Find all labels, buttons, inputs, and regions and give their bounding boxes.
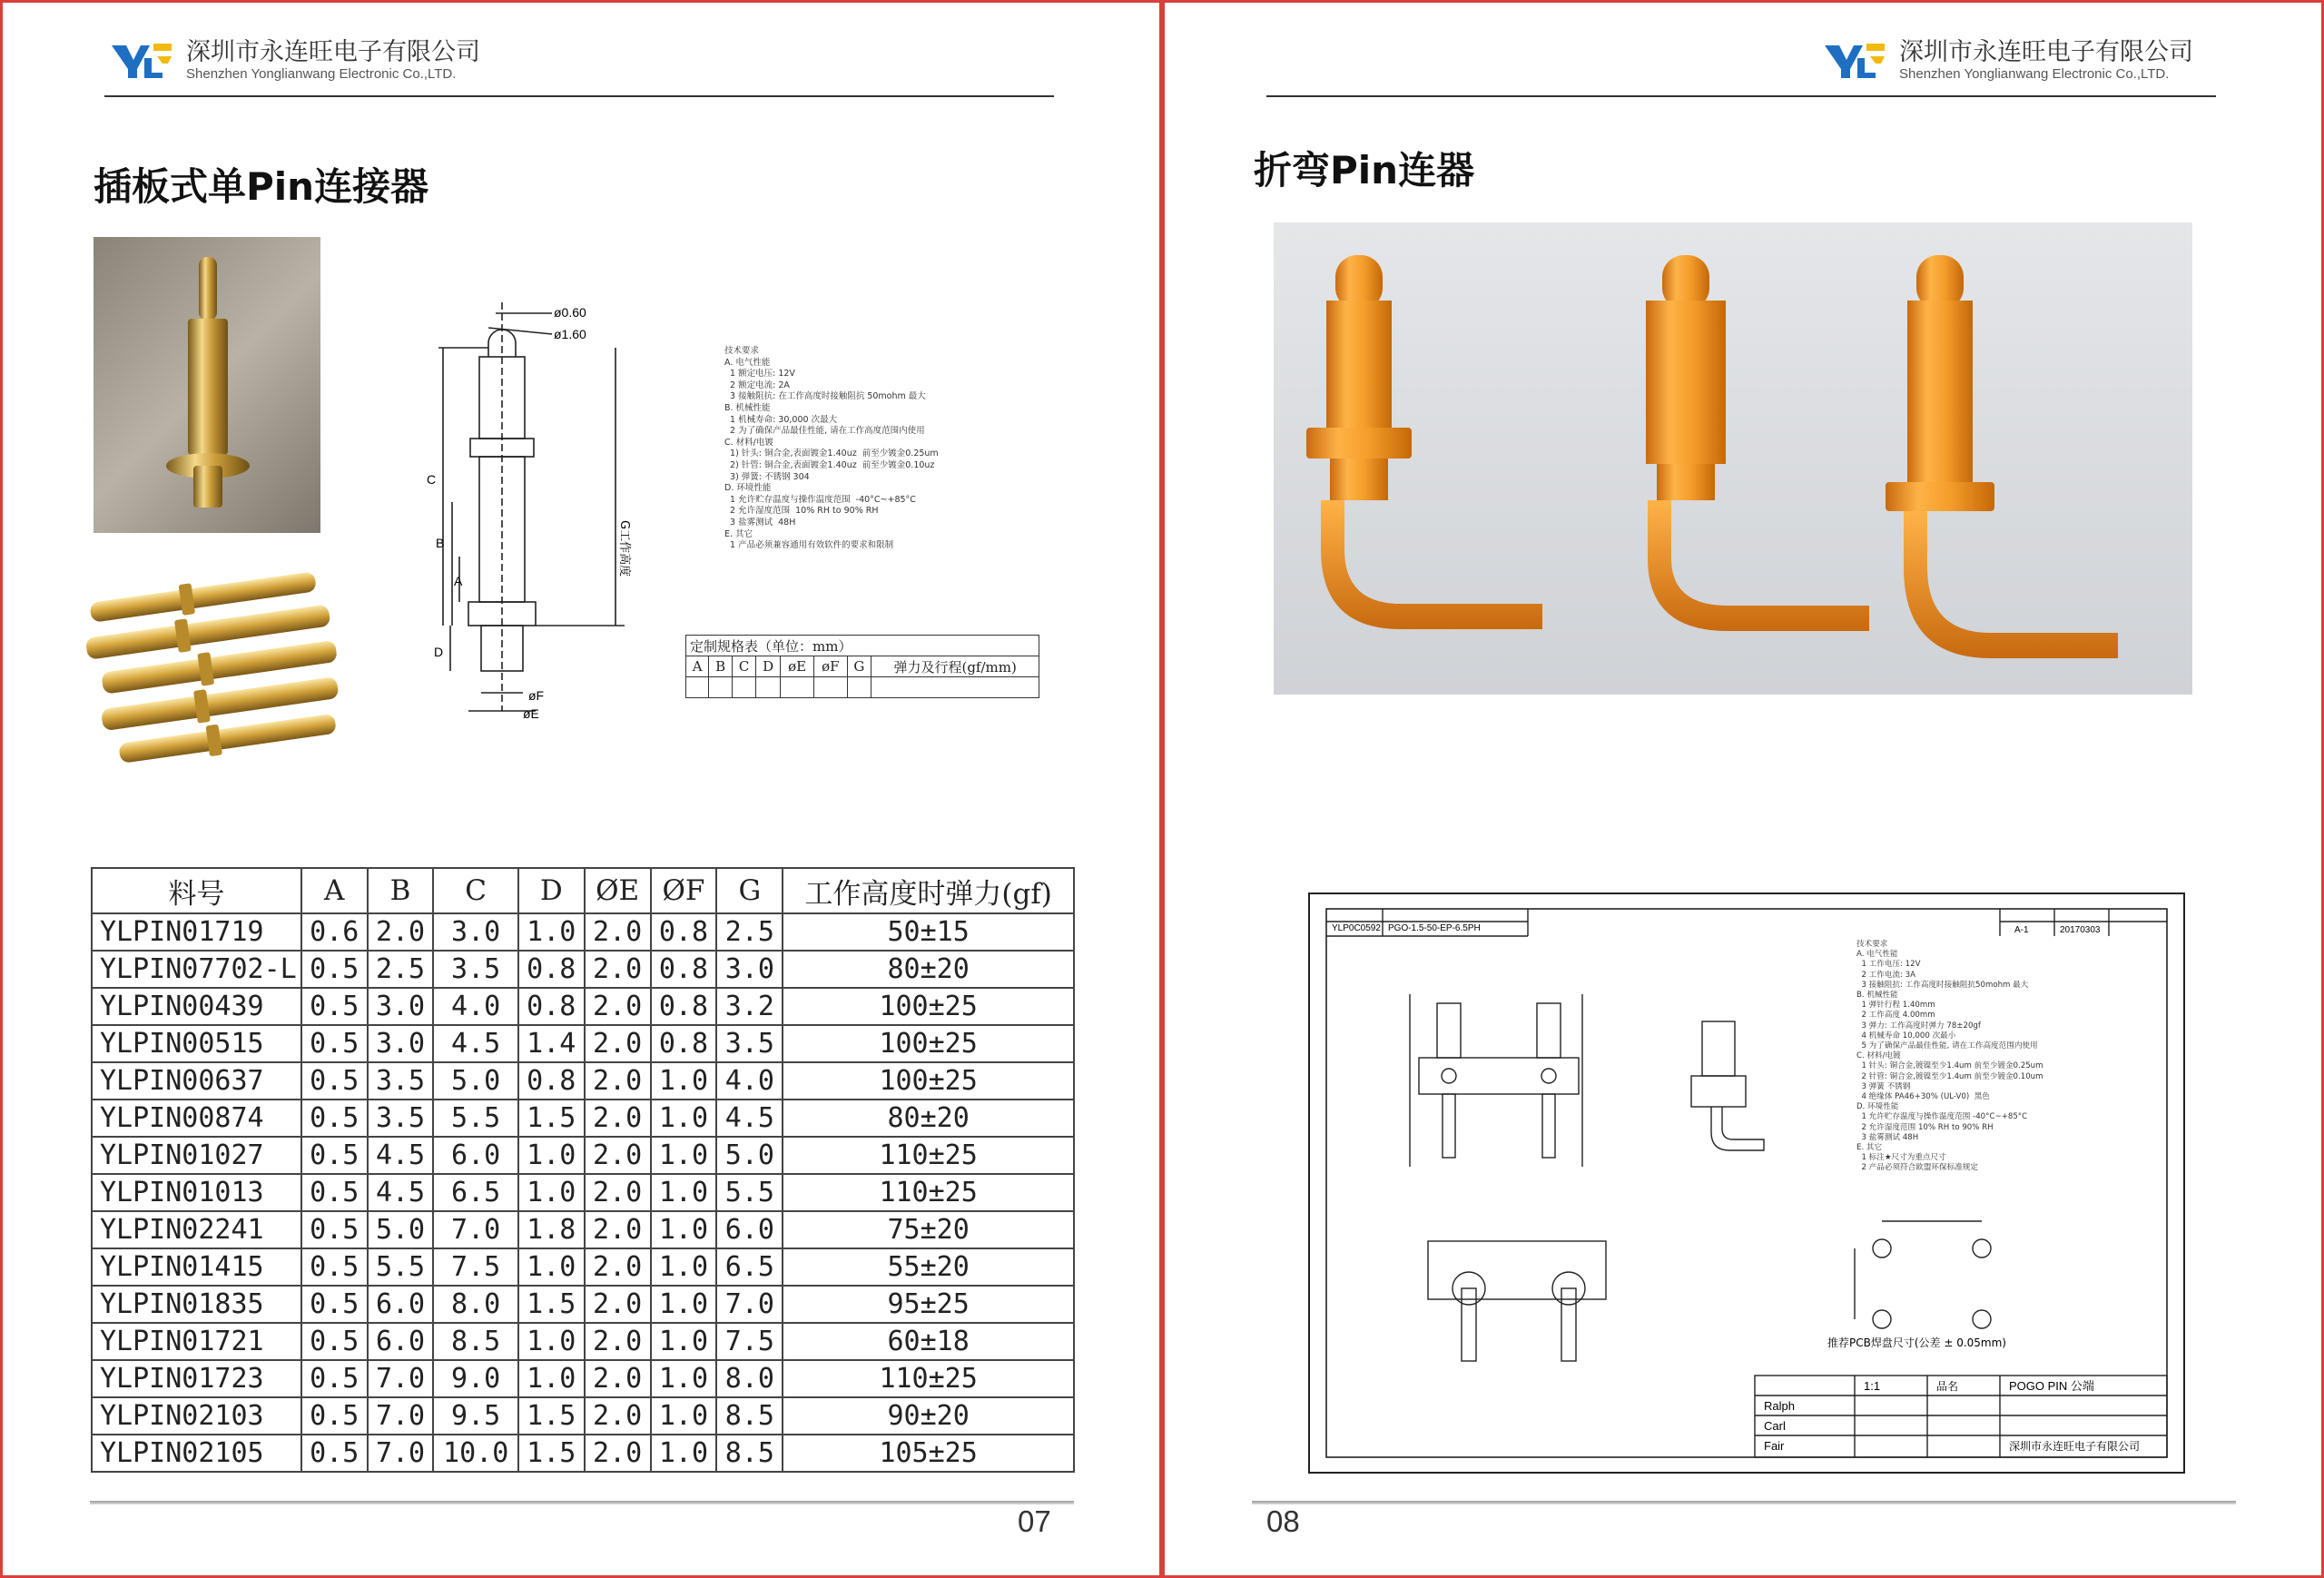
spec-value-cell: 2.0 <box>585 1211 651 1248</box>
custom-spec-title: 定制规格表（单位：mm） <box>686 636 1039 656</box>
spec-value-cell: 5.5 <box>716 1174 783 1211</box>
drawing-company: 深圳市永连旺电子有限公司 <box>2009 1440 2141 1453</box>
spec-value-cell: 5.5 <box>368 1248 434 1286</box>
custom-spec-blank-cell <box>756 677 781 698</box>
spec-value-cell: 95±25 <box>783 1286 1074 1323</box>
spec-value-cell: 2.5 <box>368 951 434 988</box>
spec-value-cell: 2.0 <box>585 1286 651 1323</box>
dim-b: B <box>436 536 445 550</box>
spec-value-cell: 7.5 <box>716 1323 783 1360</box>
spec-value-cell: 0.5 <box>301 1286 368 1323</box>
spec-value-cell: 9.5 <box>433 1397 517 1435</box>
drawing-notes: 技术要求 A. 电气性能 1 工作电压: 12V 2 工作电流: 3A 3 接触阻抗: 工作高度时接触阻抗50mohm 最大 B. 机械性能 1 弹针行程 1.40mm 2 工作高度 4.00mm 3 弹力: 工作高度时弹力 78±20gf 4 机械寿命 10,000 次最小 5 为了确保产品最佳性能, 请在工作高度范围内使用 C. 材料/电镀 1 针头: 铜合金,镀镍至少1.4um 前至少镀金0.25um 2 针管: 铜合金,镀镍至少1.4um 前至少镀金0.10um 3 弹簧 不锈钢 4 绝缘体 PA46+30% (UL-V0) 黑色 D. 环境性能 1 允许贮存温度与操作温度范围 -40°C~+85°C 2 允许湿度范围 10% RH to 90% RH 3 盐雾测试 48H E. 其它 1 标注★尺寸为重点尺寸 2 产品必须符合欧盟环保标准规定 <box>1856 940 2043 1173</box>
spec-value-cell: 3.0 <box>716 951 783 988</box>
spec-value-cell: 0.8 <box>651 951 717 988</box>
engineering-drawing <box>1308 893 2185 1474</box>
table-row <box>92 913 1074 951</box>
part-number-cell: YLPIN01835 <box>92 1286 301 1323</box>
spec-value-cell: 0.5 <box>301 1137 368 1174</box>
spec-value-cell: 0.5 <box>301 1360 368 1397</box>
spec-header-cell: G <box>716 868 783 913</box>
pcb-note: 推荐PCB焊盘尺寸(公差 ± 0.05mm) <box>1827 1336 2006 1349</box>
spec-value-cell: 0.5 <box>301 1100 368 1137</box>
right-page <box>1162 0 2324 1578</box>
custom-spec-header-cell: G <box>847 656 872 677</box>
spec-value-cell: 1.0 <box>651 1100 717 1137</box>
spec-value-cell: 1.0 <box>518 1323 585 1360</box>
product-photo-group <box>83 567 364 778</box>
spec-value-cell: 6.5 <box>716 1248 783 1286</box>
bent-pins-3d-icon <box>1274 222 2192 695</box>
dim-d: D <box>434 645 444 659</box>
spec-value-cell: 6.0 <box>716 1211 783 1248</box>
spec-value-cell: 1.0 <box>518 1137 585 1174</box>
table-row <box>92 1174 1074 1211</box>
spec-value-cell: 1.0 <box>651 1062 717 1100</box>
spec-value-cell: 1.8 <box>518 1211 585 1248</box>
spec-value-cell: 1.5 <box>518 1100 585 1137</box>
spec-value-cell: 1.5 <box>518 1286 585 1323</box>
table-row <box>92 1435 1074 1472</box>
spec-header-cell: D <box>518 868 585 913</box>
spec-value-cell: 100±25 <box>783 988 1074 1025</box>
custom-spec-blank-cell <box>686 677 709 698</box>
page-header <box>110 39 480 83</box>
table-row <box>92 1360 1074 1397</box>
spec-value-cell: 0.5 <box>301 951 368 988</box>
bent-pin-render <box>1274 222 2192 695</box>
spec-value-cell: 90±20 <box>783 1397 1074 1435</box>
spec-value-cell: 0.5 <box>301 1323 368 1360</box>
custom-spec-blank-cell <box>814 677 847 698</box>
spec-value-cell: 100±25 <box>783 1062 1074 1100</box>
spec-value-cell: 0.8 <box>651 988 717 1025</box>
part-number-cell: YLPIN07702-L <box>92 951 301 988</box>
spec-value-cell: 1.5 <box>518 1397 585 1435</box>
spec-value-cell: 5.0 <box>368 1211 434 1248</box>
spec-value-cell: 2.5 <box>716 913 783 951</box>
spec-value-cell: 4.0 <box>433 988 517 1025</box>
part-number-cell: YLPIN02103 <box>92 1397 301 1435</box>
spec-value-cell: 0.5 <box>301 988 368 1025</box>
tech-requirements-notes: 技术要求 A. 电气性能 1 额定电压: 12V 2 额定电流: 2A 3 接触阻抗: 在工作高度时接触阻抗 50mohm 最大 B. 机械性能 1 机械寿命: 30,000 次最大 2 为了确保产品最佳性能, 请在工作高度范围内使用 C. 材料/电镀 1) 针头: 铜合金,表面镀金1.40uz 前至少镀金0.25um 2) 针管: 铜合金,表面镀金1.40uz 前至少镀金0.10uz 3) 弹簧: 不锈钢 304 D. 环境性能 1 允许贮存温度与操作温度范围 -40°C~+85°C 2 允许湿度范围 10% RH to 90% RH 3 盐雾测试 48H E. 其它 1 产品必须兼容通用有效软件的要求和限制 <box>724 346 939 551</box>
drawing-title-label: 品名 <box>1936 1380 1959 1393</box>
spec-value-cell: 6.0 <box>368 1286 434 1323</box>
spec-value-cell: 0.8 <box>518 1062 585 1100</box>
spec-value-cell: 2.0 <box>585 988 651 1025</box>
footer-rule <box>90 1501 1074 1504</box>
company-logo-icon <box>110 40 173 82</box>
spec-value-cell: 1.0 <box>651 1323 717 1360</box>
spec-value-cell: 1.0 <box>651 1174 717 1211</box>
custom-spec-header-cell: C <box>732 656 755 677</box>
table-row <box>92 1025 1074 1062</box>
spec-value-cell: 6.0 <box>368 1323 434 1360</box>
spec-value-cell: 3.5 <box>368 1062 434 1100</box>
spec-value-cell: 75±20 <box>783 1211 1074 1248</box>
spec-value-cell: 8.0 <box>433 1286 517 1323</box>
spec-value-cell: 7.0 <box>433 1211 517 1248</box>
spec-value-cell: 1.0 <box>651 1286 717 1323</box>
spec-value-cell: 4.5 <box>368 1137 434 1174</box>
drawing-designer: Ralph <box>1764 1399 1795 1413</box>
spec-value-cell: 80±20 <box>783 951 1074 988</box>
spec-value-cell: 1.0 <box>651 1137 717 1174</box>
spec-value-cell: 1.0 <box>651 1211 717 1248</box>
part-number-cell: YLPIN01721 <box>92 1323 301 1360</box>
page-title-right: 折弯Pin连器 <box>1254 148 1475 192</box>
table-row <box>92 951 1074 988</box>
spec-value-cell: 8.5 <box>433 1323 517 1360</box>
spec-value-cell: 2.0 <box>585 1062 651 1100</box>
custom-spec-header-cell: A <box>686 656 709 677</box>
spec-value-cell: 6.0 <box>433 1137 517 1174</box>
spec-value-cell: 2.0 <box>585 1174 651 1211</box>
company-name-en-right: Shenzhen Yonglianwang Electronic Co.,LTD. <box>1899 66 2170 82</box>
spec-value-cell: 5.0 <box>433 1062 517 1100</box>
spec-value-cell: 3.0 <box>368 988 434 1025</box>
custom-spec-header-row <box>686 656 1039 677</box>
spec-value-cell: 0.8 <box>518 988 585 1025</box>
dim-dia-160: ø1.60 <box>554 327 586 341</box>
spec-value-cell: 2.0 <box>585 1137 651 1174</box>
custom-spec-header-cell: øF <box>814 656 847 677</box>
spec-value-cell: 4.0 <box>716 1062 783 1100</box>
spec-value-cell: 2.0 <box>368 913 434 951</box>
product-photo-single <box>94 237 320 533</box>
table-row <box>92 1286 1074 1323</box>
table-row <box>92 1323 1074 1360</box>
custom-spec-blank-cell <box>872 677 1039 698</box>
spec-value-cell: 3.0 <box>433 913 517 951</box>
spec-value-cell: 4.5 <box>368 1174 434 1211</box>
part-number-cell: YLPIN00874 <box>92 1100 301 1137</box>
gold-pins-group-photo <box>83 567 364 778</box>
spec-value-cell: 1.0 <box>518 913 585 951</box>
header-rule <box>104 95 1054 97</box>
part-number-cell: YLPIN00515 <box>92 1025 301 1062</box>
drawing-scale: 1:1 <box>1864 1379 1881 1393</box>
custom-spec-blank-cell <box>847 677 872 698</box>
custom-spec-header-cell: 弹力及行程(gf/mm) <box>872 656 1039 677</box>
spec-value-cell: 1.0 <box>518 1248 585 1286</box>
table-row <box>92 1397 1074 1435</box>
custom-spec-header-cell: B <box>709 656 733 677</box>
table-row <box>92 1248 1074 1286</box>
custom-spec-table <box>685 635 1039 698</box>
drawing-rev: A-1 <box>2014 925 2029 935</box>
spec-value-cell: 3.2 <box>716 988 783 1025</box>
spec-value-cell: 2.0 <box>585 1397 651 1435</box>
dim-a: A <box>454 574 463 588</box>
spec-value-cell: 3.5 <box>433 951 517 988</box>
spec-value-cell: 5.0 <box>716 1137 783 1174</box>
spec-value-cell: 9.0 <box>433 1360 517 1397</box>
dim-f: øF <box>528 688 545 703</box>
spec-value-cell: 0.5 <box>301 1248 368 1286</box>
drawing-title-value: POGO PIN 公端 <box>2009 1379 2094 1393</box>
table-row <box>92 988 1074 1025</box>
spec-value-cell: 7.0 <box>368 1435 434 1472</box>
spec-value-cell: 80±20 <box>783 1100 1074 1137</box>
spec-value-cell: 2.0 <box>585 1025 651 1062</box>
spec-value-cell: 8.5 <box>716 1435 783 1472</box>
table-row <box>92 1137 1074 1174</box>
custom-spec-header-cell: øE <box>781 656 814 677</box>
custom-spec-blank-cell <box>732 677 755 698</box>
part-number-cell: YLPIN02241 <box>92 1211 301 1248</box>
dim-e: øE <box>523 706 539 720</box>
custom-spec-header-cell: D <box>756 656 781 677</box>
spec-value-cell: 8.0 <box>716 1360 783 1397</box>
spec-value-cell: 100±25 <box>783 1025 1074 1062</box>
spec-value-cell: 5.5 <box>433 1100 517 1137</box>
spec-value-cell: 0.5 <box>301 1211 368 1248</box>
spec-value-cell: 110±25 <box>783 1360 1074 1397</box>
part-number-cell: YLPIN00439 <box>92 988 301 1025</box>
spec-header-cell: 料号 <box>92 868 301 913</box>
company-name-cn-right: 深圳市永连旺电子有限公司 <box>1899 38 2193 66</box>
part-number-cell: YLPIN01415 <box>92 1248 301 1286</box>
spec-value-cell: 1.0 <box>651 1435 717 1472</box>
spec-value-cell: 2.0 <box>585 913 651 951</box>
header-rule-right <box>1266 95 2216 97</box>
spec-value-cell: 3.0 <box>368 1025 434 1062</box>
drawing-approver: Fair <box>1764 1439 1785 1453</box>
part-number-cell: YLPIN01723 <box>92 1360 301 1397</box>
spec-value-cell: 105±25 <box>783 1435 1074 1472</box>
spec-header-cell: ØF <box>651 868 717 913</box>
part-number-cell: YLPIN01013 <box>92 1174 301 1211</box>
part-spec-table <box>91 867 1075 1473</box>
page-title: 插板式单Pin连接器 <box>94 164 429 209</box>
spec-value-cell: 0.5 <box>301 1062 368 1100</box>
part-number-cell: YLPIN01719 <box>92 913 301 951</box>
spec-value-cell: 0.5 <box>301 1435 368 1472</box>
company-logo-icon <box>1823 40 1886 82</box>
spec-header-cell: A <box>301 868 368 913</box>
spec-value-cell: 0.6 <box>301 913 368 951</box>
drawing-part-no: YLP0C0592 <box>1332 923 1381 933</box>
spec-value-cell: 0.8 <box>651 913 717 951</box>
company-name-cn: 深圳市永连旺电子有限公司 <box>186 38 480 66</box>
table-row <box>92 1100 1074 1137</box>
part-number-cell: YLPIN02105 <box>92 1435 301 1472</box>
drawing-checker: Carl <box>1764 1419 1786 1433</box>
spec-value-cell: 0.5 <box>301 1025 368 1062</box>
spec-value-cell: 60±18 <box>783 1323 1074 1360</box>
part-number-cell: YLPIN00637 <box>92 1062 301 1100</box>
spec-value-cell: 7.5 <box>433 1248 517 1286</box>
spec-value-cell: 7.0 <box>368 1397 434 1435</box>
dim-dia-060: ø0.60 <box>554 305 586 320</box>
table-row <box>92 1062 1074 1100</box>
spec-value-cell: 50±15 <box>783 913 1074 951</box>
spec-value-cell: 1.5 <box>518 1435 585 1472</box>
spec-value-cell: 1.0 <box>651 1248 717 1286</box>
spec-value-cell: 110±25 <box>783 1174 1074 1211</box>
custom-spec-blank-cell <box>781 677 814 698</box>
spec-header-row <box>92 868 1074 913</box>
spec-value-cell: 4.5 <box>433 1025 517 1062</box>
spec-value-cell: 0.5 <box>301 1174 368 1211</box>
spec-value-cell: 2.0 <box>585 1248 651 1286</box>
spec-value-cell: 2.0 <box>585 951 651 988</box>
part-number-cell: YLPIN01027 <box>92 1137 301 1174</box>
spec-value-cell: 3.5 <box>716 1025 783 1062</box>
spec-value-cell: 8.5 <box>716 1397 783 1435</box>
spec-value-cell: 2.0 <box>585 1100 651 1137</box>
spec-value-cell: 55±20 <box>783 1248 1074 1286</box>
page-number-right: 08 <box>1266 1504 1300 1538</box>
spec-value-cell: 7.0 <box>716 1286 783 1323</box>
spec-value-cell: 2.0 <box>585 1323 651 1360</box>
spec-header-cell: C <box>433 868 517 913</box>
dim-c: C <box>427 472 437 487</box>
spec-value-cell: 110±25 <box>783 1137 1074 1174</box>
page-header-right <box>1823 39 2193 83</box>
spec-value-cell: 0.8 <box>518 951 585 988</box>
spec-header-cell: B <box>368 868 434 913</box>
spec-value-cell: 2.0 <box>585 1360 651 1397</box>
spec-value-cell: 7.0 <box>368 1360 434 1397</box>
drawing-date: 20170303 <box>2060 925 2101 935</box>
spec-value-cell: 1.4 <box>518 1025 585 1062</box>
gold-pin-photo <box>94 237 320 533</box>
drawing-part-desc: PGO-1.5-50-EP-6.5PH <box>1388 923 1481 933</box>
spec-value-cell: 1.0 <box>651 1397 717 1435</box>
pin-technical-drawing <box>416 293 652 720</box>
footer-rule-right <box>1252 1501 2236 1504</box>
custom-spec-blank-cell <box>709 677 733 698</box>
spec-value-cell: 4.5 <box>716 1100 783 1137</box>
dim-g-height: G工作高度 <box>617 520 631 577</box>
spec-value-cell: 1.0 <box>651 1360 717 1397</box>
spec-header-cell: ØE <box>585 868 651 913</box>
spec-value-cell: 1.0 <box>518 1360 585 1397</box>
table-row <box>92 1211 1074 1248</box>
spec-value-cell: 2.0 <box>585 1435 651 1472</box>
spec-value-cell: 0.5 <box>301 1397 368 1435</box>
company-name-en: Shenzhen Yonglianwang Electronic Co.,LTD. <box>186 66 457 82</box>
custom-spec-blank-row <box>686 677 1039 698</box>
spec-value-cell: 6.5 <box>433 1174 517 1211</box>
spec-value-cell: 0.8 <box>651 1025 717 1062</box>
spec-header-cell: 工作高度时弹力(gf) <box>783 868 1074 913</box>
spec-value-cell: 10.0 <box>433 1435 517 1472</box>
page-number: 07 <box>1018 1504 1051 1538</box>
spec-value-cell: 1.0 <box>518 1174 585 1211</box>
spec-value-cell: 3.5 <box>368 1100 434 1137</box>
